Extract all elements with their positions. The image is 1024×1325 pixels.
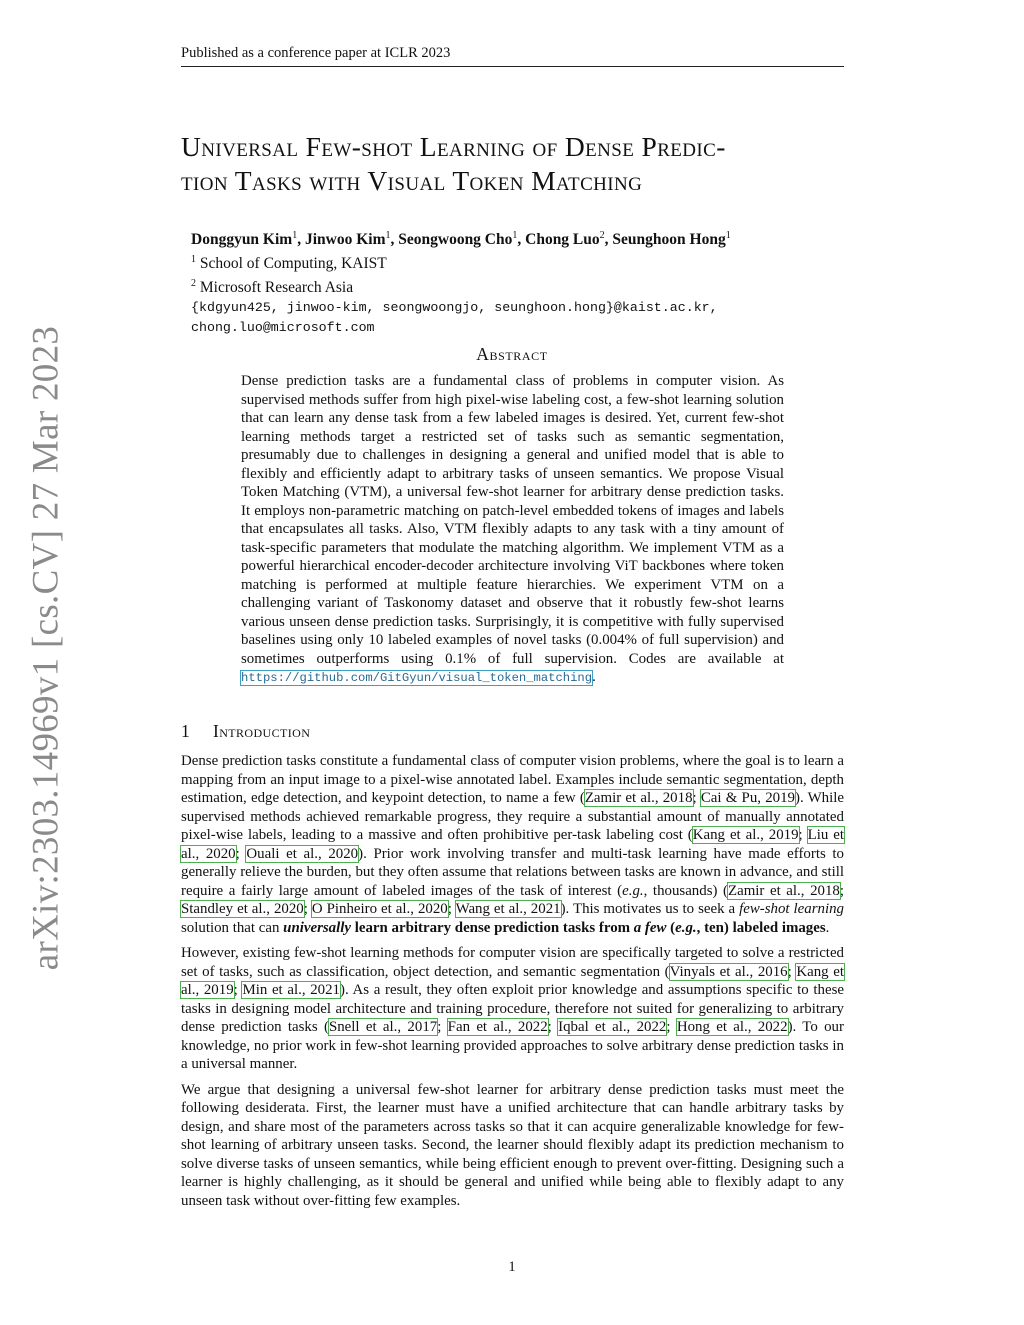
author-block	[191, 226, 841, 338]
author-name: Seunghoon Hong	[612, 231, 726, 249]
citation-link[interactable]: Zamir et al., 2018	[728, 882, 840, 899]
section-heading	[181, 721, 310, 742]
citation-link[interactable]: Kang et al., 2019	[181, 963, 844, 998]
paragraph: However, existing few-shot learning methods for computer vision are specifically targeted to solve a restricted set of tasks, such as classification, object detection, and semantic segmentation (Vinyals et al., 2016; Kang et al., 2019; Min et al., 2021). As a result, they often exploit prior knowledge and assumptions specific to these tasks in designing model architecture and training procedure, therefore not suited for generalizing to arbitrary dense prediction tasks (Snell et al., 2017; Fan et al., 2022; Iqbal et al., 2022; Hong et al., 2022). To our knowledge, no prior work in few-shot learning provided approaches to solve arbitrary dense prediction tasks in a universal manner.	[181, 945, 844, 1072]
author-name: Chong Luo	[525, 231, 600, 249]
citation-link[interactable]: Standley et al., 2020	[181, 901, 304, 917]
citation-link[interactable]: Liu et al., 2020	[181, 827, 844, 862]
author-name: Seongwoong Cho	[398, 231, 513, 249]
section-title: Introduction	[213, 721, 311, 741]
paper-title	[181, 130, 851, 198]
citation-link[interactable]: Fan et al., 2022	[447, 1019, 548, 1035]
author-affiliation-mark: 1	[512, 230, 518, 241]
citation-link[interactable]: Wang et al., 2021	[455, 901, 561, 917]
author-affiliation-mark: 1	[385, 230, 391, 241]
citation-link[interactable]: Ouali et al., 2020	[246, 845, 359, 862]
author-emails: {kdgyun425, jinwoo-kim, seongwoongjo, seunghoon.hong}@kaist.ac.kr,	[191, 300, 718, 316]
citation-link[interactable]: Cai & Pu, 2019	[700, 790, 795, 806]
citation-link[interactable]: Hong et al., 2022	[676, 1019, 788, 1035]
author-emails: chong.luo@microsoft.com	[191, 320, 375, 336]
author-name: Jinwoo Kim	[304, 231, 386, 249]
citation-link[interactable]: Zamir et al., 2018	[584, 790, 693, 806]
title-line-1: Universal Few-shot Learning of Dense Predic-	[181, 131, 726, 162]
citation-link[interactable]: O Pinheiro et al., 2020	[311, 901, 448, 917]
code-link[interactable]: https://github.com/GitGyun/visual_token_matching	[241, 671, 593, 685]
author-affiliation-mark: 1	[725, 230, 731, 241]
author-name: Donggyun Kim	[191, 231, 293, 249]
affiliation: $^1$ School of Computing, KAIST	[191, 254, 387, 273]
section-number: 1	[181, 721, 191, 741]
title-line-2: tion Tasks with Visual Token Matching	[181, 165, 643, 196]
citation-link[interactable]: Min et al., 2021	[242, 982, 340, 998]
section-body	[181, 752, 844, 1217]
paragraph: We argue that designing a universal few-shot learner for arbitrary dense prediction tasks must meet the following desiderata. First, the learner must have a unified architecture that can handle arbitrary tasks by design, and share most of the parameters across tasks so that it can acquire generalizable knowledge for few-shot learning of arbitrary unseen tasks. Second, the learner should flexibly adapt its prediction mechanism to solve diverse tasks of unseen semantics, while being efficient enough to prevent over-fitting. Designing such a learner is highly challenging, as it should be general and unified while being able to flexibly adapt to any unseen task without over-fitting few examples.	[181, 1081, 844, 1209]
paragraph: Dense prediction tasks constitute a fundamental class of computer vision problems, where the goal is to learn a mapping from an input image to a pixel-wise annotated label. Examples include semantic segmentation, depth estimation, edge detection, and keypoint detection, to name a few (Zamir et al., 2018; Cai & Pu, 2019). While supervised methods achieved remarkable progress, they require a substantial amount of manually annotated pixel-wise labels, leading to a massive and often prohibitive per-task labeling cost (Kang et al., 2019; Liu et al., 2020; Ouali et al., 2020). Prior work involving transfer and multi-task learning have made efforts to generally relieve the burden, but they often assume that relations between tasks are known in advance, and still require a fairly large amount of labeled images of the task of interest (e.g., thousands) (Zamir et al., 2018; Standley et al., 2020; O Pinheiro et al., 2020; Wang et al., 2021). This motivates us to seek a few-shot learning solution that can universally learn arbitrary dense prediction tasks from a few (e.g., ten) labeled images.	[181, 753, 845, 936]
citation-link[interactable]: Iqbal et al., 2022	[558, 1019, 667, 1035]
citation-link[interactable]: Kang et al., 2019	[692, 827, 799, 843]
affiliation: $^2$ Microsoft Research Asia	[191, 278, 354, 297]
running-head: Published as a conference paper at ICLR 2023	[181, 44, 844, 67]
citation-link[interactable]: Snell et al., 2017	[328, 1019, 438, 1035]
author-list: Donggyun Kim$^1$, Jinwoo Kim$^1$, Seongwoong Cho$^1$, Chong Luo$^2$, Seunghoon Hong$^1$	[191, 230, 731, 249]
author-affiliation-mark: 1	[292, 230, 298, 241]
author-affiliation-mark: 2	[599, 230, 605, 241]
arxiv-identifier: arXiv:2303.14969v1 [cs.CV] 27 Mar 2023	[25, 325, 67, 971]
page-number: 1	[508, 1259, 516, 1275]
abstract-heading: Abstract	[476, 344, 548, 364]
citation-link[interactable]: Vinyals et al., 2016	[669, 963, 788, 980]
abstract-text: Dense prediction tasks are a fundamental class of problems in computer vision. As supervised methods suffer from high pixel-wise labeling cost, a few-shot learning solution that can learn any dense task from a few labeled images is desired. Yet, current few-shot learning methods target a restricted set of tasks such as semantic segmentation, presumably due to challenges in designing a general and unified model that is able to flexibly and efficiently adapt to arbitrary tasks of unseen semantics. We propose Visual Token Matching (VTM), a universal few-shot learner for arbitrary dense prediction tasks. It employs non-parametric matching on patch-level embedded tokens of images and labels that encapsulates all tasks. Also, VTM flexibly adapts to any task with a tiny amount of task-specific parameters that modulate the matching algorithm. We implement VTM as a powerful hierarchical encoder-decoder architecture involving ViT backbones where token matching is performed at multiple feature hierarchies. We experiment VTM on a challenging variant of Taskonomy dataset and observe that it robustly few-shot learns various unseen dense prediction tasks. Surprisingly, it is competitive with fully supervised baselines using only 10 labeled examples of novel tasks (0.004% of full supervision) and sometimes outperforms using 0.1% of full supervision. Codes are available at https://github.com/GitGyun/visual_token_matching.	[241, 373, 784, 685]
